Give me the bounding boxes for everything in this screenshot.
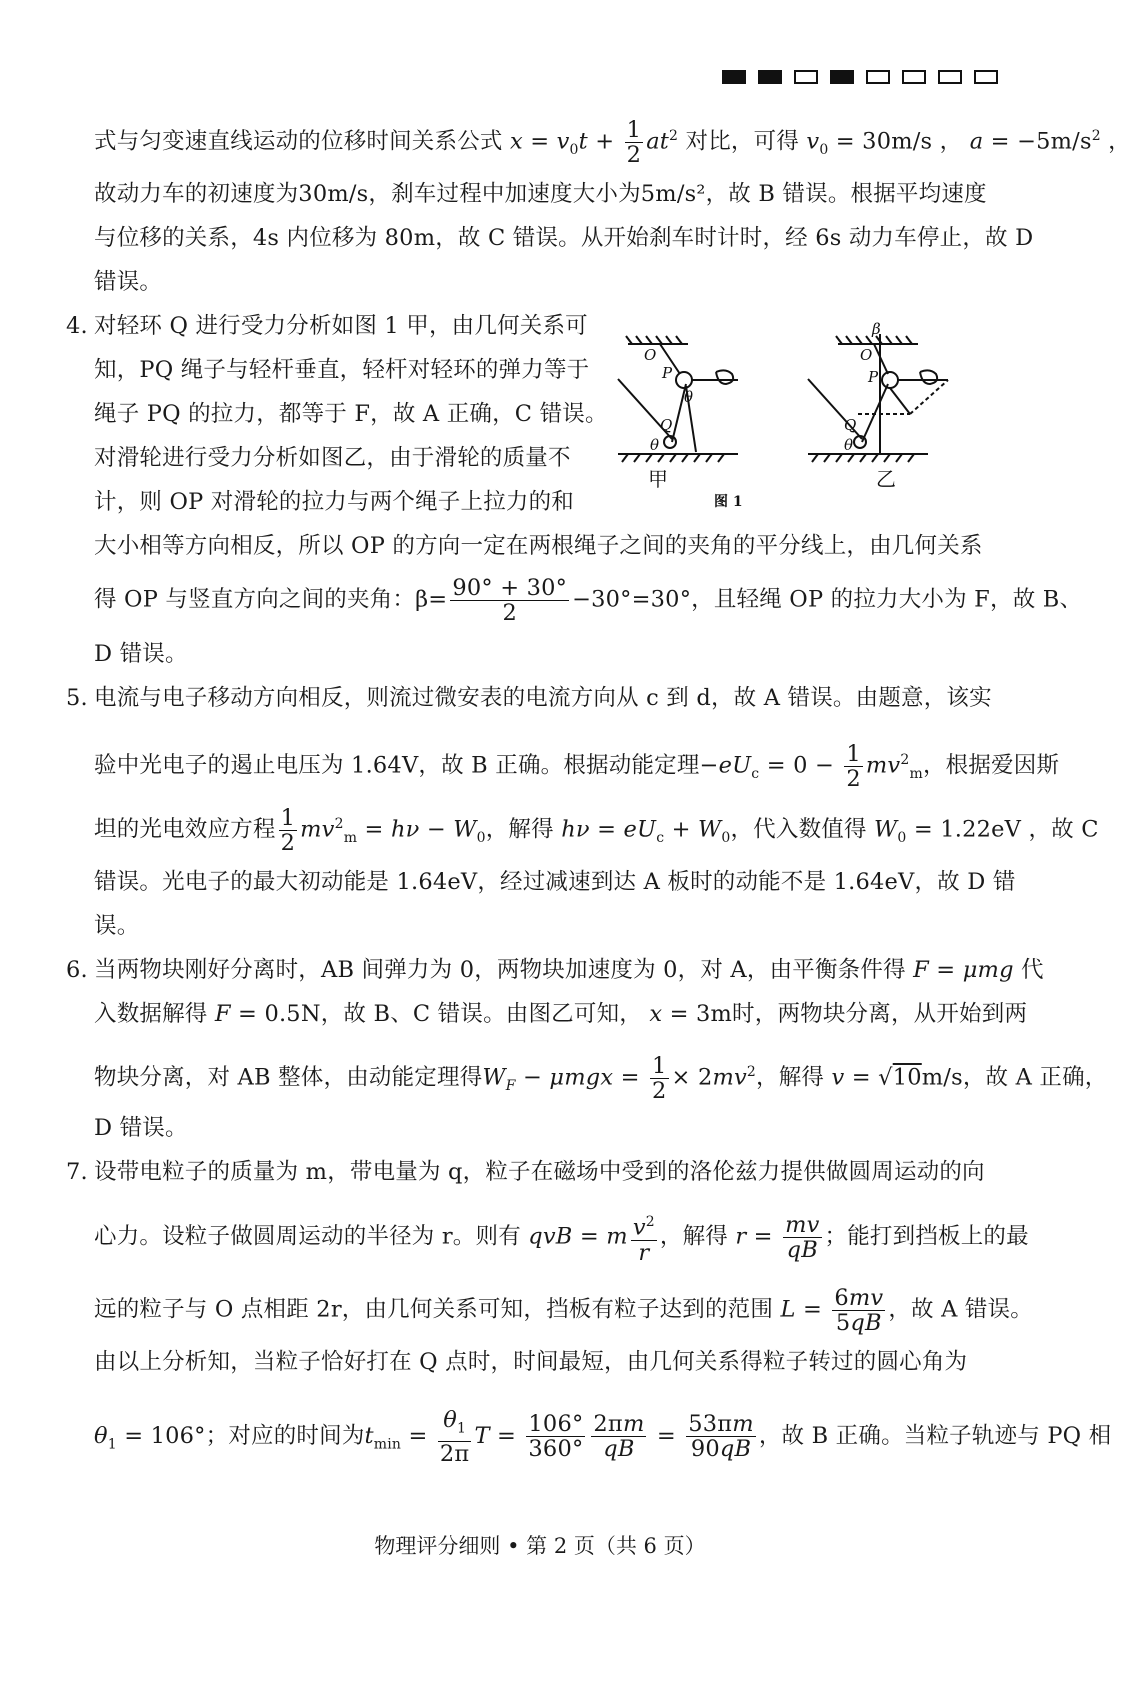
mark-filled xyxy=(830,70,854,84)
text: ，解得 xyxy=(756,1064,825,1091)
fraction: $\frac{1}{2}$ xyxy=(280,805,296,856)
q7-number: 7. xyxy=(66,1159,88,1185)
para3-line3: 与位移的关系，4s 内位移为 80m，故 C 错误。从开始刹车时计时，经 6s 动力车停止，故 D xyxy=(94,225,1034,251)
text: 坦的光电效应方程 xyxy=(94,816,276,843)
q7-line1: 设带电粒子的质量为 m，带电量为 q，粒子在磁场中受到的洛伦兹力提供做圆周运动的向 xyxy=(94,1159,985,1185)
mark-filled xyxy=(758,70,782,84)
fraction: $\frac{v^2}{r}$ xyxy=(631,1210,657,1265)
text: ，故 A 错误。 xyxy=(888,1296,1033,1323)
figure-caption: 图 1 xyxy=(714,494,743,510)
svg-text:O: O xyxy=(644,346,657,364)
svg-text:P: P xyxy=(662,364,673,382)
svg-text:O: O xyxy=(860,346,873,364)
svg-text:θ: θ xyxy=(844,436,854,454)
q5-line5: 误。 xyxy=(94,913,140,939)
fraction: $\frac{1}{2}$ xyxy=(626,117,642,168)
q7-line2: 心力。设粒子做圆周运动的半径为 r。则有 qvB = m $\frac{v^2}{r}$ ，解得 r = $\frac{mv}{qB}$ ；能打到挡板上的最 xyxy=(94,1211,1029,1266)
text: ，故 A 正确， xyxy=(962,1064,1108,1091)
page-footer: 物理评分细则 • 第 2 页（共 6 页） xyxy=(374,1534,706,1558)
text: ，故 B 正确。当粒子轨迹与 PQ 相 xyxy=(758,1422,1112,1449)
svg-text:β: β xyxy=(872,320,881,338)
q5-line2: 验中光电子的遏止电压为 1.64V，故 B 正确。根据动能定理$-eU_c = 0$ − $\frac{1}{2}$ $mv^2_m$，根据爱因斯 xyxy=(94,741,1060,792)
mark-empty xyxy=(794,70,818,84)
q4-line5: 计，则 OP 对滑轮的拉力与两个绳子上拉力的和 xyxy=(94,489,574,515)
frac-numerator: 90° + 30° xyxy=(452,575,568,601)
page-marks xyxy=(722,70,998,84)
text: −30°=30°，且轻绳 OP 的拉力大小为 F，故 B、 xyxy=(572,586,1083,613)
text: 得 OP 与竖直方向之间的夹角：β= xyxy=(94,586,448,613)
figure-jia xyxy=(618,336,738,462)
figure-yi xyxy=(808,334,948,462)
q4-line7 xyxy=(94,576,1082,625)
text: 式与匀变速直线运动的位移时间关系公式 xyxy=(94,128,503,155)
mark-empty xyxy=(974,70,998,84)
q4-line2: 知，PQ 绳子与轻杆垂直，轻杆对轻环的弹力等于 xyxy=(94,357,590,383)
svg-text:P: P xyxy=(868,368,879,386)
q4-line8: D 错误。 xyxy=(94,641,188,667)
q4-number: 4. xyxy=(66,313,88,339)
q6-number: 6. xyxy=(66,957,88,983)
text: ，解得 xyxy=(485,816,554,843)
q5-line4: 错误。光电子的最大初动能是 1.64eV，经过减速到达 A 板时的动能不是 1.64eV，故 D 错 xyxy=(94,869,1016,895)
text: ，代入数值得 xyxy=(730,816,867,843)
text: ，解得 xyxy=(659,1223,728,1250)
q6-line2: 入数据解得 F = 0.5N，故 B、C 错误。由图乙可知， x = 3m时，两物块分离，从开始到两 xyxy=(94,1001,1028,1027)
mark-empty xyxy=(938,70,962,84)
frac-denominator: 2 xyxy=(502,600,517,626)
mark-empty xyxy=(902,70,926,84)
q7-line4: 由以上分析知，当粒子恰好打在 Q 点时，时间最短，由几何关系得粒子转过的圆心角为 xyxy=(94,1349,968,1375)
q5-line1: 电流与电子移动方向相反，则流过微安表的电流方向从 c 到 d，故 A 错误。由题意，该实 xyxy=(94,685,992,711)
fraction: $\frac{mv}{qB}$ xyxy=(785,1211,820,1263)
text: 对比，可得 xyxy=(685,128,800,155)
text: 心力。设粒子做圆周运动的半径为 r。则有 xyxy=(94,1223,521,1250)
q4-line4: 对滑轮进行受力分析如图乙，由于滑轮的质量不 xyxy=(94,445,571,471)
figure-jia-labels xyxy=(644,346,693,454)
para3-line1: 式与匀变速直线运动的位移时间关系公式 $x = v_0t$ + $\frac{1}{2}$ $at^2$ 对比，可得 $v_0 = 30m/s$ ， $a = -5m/s^2$ ， xyxy=(94,117,1131,168)
mark-empty xyxy=(866,70,890,84)
text: ；对应的时间为 xyxy=(205,1422,365,1449)
text: 时，两物块分离，从开始到两 xyxy=(732,1001,1028,1027)
q4-line6: 大小相等方向相反，所以 OP 的方向一定在两根绳子之间的夹角的平分线上，由几何关系 xyxy=(94,533,983,559)
q4-line1: 对轻环 Q 进行受力分析如图 1 甲，由几何关系可 xyxy=(94,313,588,339)
svg-text:Q: Q xyxy=(660,416,673,434)
para3-line4: 错误。 xyxy=(94,269,163,295)
text: 物块分离，对 AB 整体，由动能定理得 xyxy=(94,1064,483,1091)
text: ，故 B、C 错误。由图乙可知， xyxy=(320,1001,642,1027)
fraction xyxy=(450,576,569,625)
text: 代 xyxy=(1021,957,1044,983)
text: 当两物块刚好分离时，AB 间弹力为 0，两物块加速度为 0，对 A，由平衡条件得 xyxy=(94,957,906,983)
text: 验中光电子的遏止电压为 1.64V，故 B 正确。根据动能定理 xyxy=(94,752,700,779)
text: ，故 C xyxy=(1028,816,1099,843)
text: ；能打到挡板上的最 xyxy=(824,1223,1029,1250)
fraction: $\frac{1}{2}$ xyxy=(652,1053,667,1104)
fraction: $\frac{6mv}{5qB}$ xyxy=(834,1285,884,1336)
text: ，根据爱因斯 xyxy=(922,752,1060,779)
figure-1 xyxy=(618,320,1028,534)
q6-line4: D 错误。 xyxy=(94,1115,188,1141)
fraction: $\frac{\theta_1}{2\pi}$ xyxy=(439,1407,470,1467)
q7-line5: $\theta_1 = 106^\circ$；对应的时间为$t_{min}$ = $\frac{\theta_1}{2\pi}$ T = $\frac{106^\circ}{360^\circ}$ $\frac{2\pi m}{qB}$ = $\frac{53\pi m}{90qB}$ ，故 B 正确。当粒子轨迹与 PQ 相 xyxy=(94,1407,1112,1467)
text: 远的粒子与 O 点相距 2r，由几何关系可知，挡板有粒子达到的范围 xyxy=(94,1296,774,1323)
fraction: $\frac{106^\circ}{360^\circ}$ xyxy=(528,1411,584,1463)
figure-jia-label: 甲 xyxy=(648,467,668,491)
q6-line3: 物块分离，对 AB 整体，由动能定理得$W_F - \mu mgx$ = $\frac{1}{2}$ × $2mv^2$，解得 v = √10m/s，故 A 正确， xyxy=(94,1053,1108,1104)
fraction: $\frac{2\pi m}{qB}$ xyxy=(593,1411,645,1463)
fraction: $\frac{53\pi m}{90qB}$ xyxy=(688,1411,754,1463)
svg-text:θ: θ xyxy=(684,388,694,406)
fraction: $\frac{1}{2}$ xyxy=(846,741,861,792)
mark-filled xyxy=(722,70,746,84)
q7-line3: 远的粒子与 O 点相距 2r，由几何关系可知，挡板有粒子达到的范围 L = $\frac{6mv}{5qB}$ ，故 A 错误。 xyxy=(94,1285,1033,1336)
para3-line2: 故动力车的初速度为30m/s，刹车过程中加速度大小为5m/s²，故 B 错误。根据平均速度 xyxy=(94,181,987,207)
figure-yi-label: 乙 xyxy=(876,467,896,491)
svg-text:θ: θ xyxy=(650,436,660,454)
q4-line3: 绳子 PQ 的拉力，都等于 F，故 A 正确，C 错误。 xyxy=(94,401,608,427)
text: 入数据解得 xyxy=(94,1001,208,1027)
svg-text:Q: Q xyxy=(844,416,857,434)
q5-number: 5. xyxy=(66,685,88,711)
q6-line1: 当两物块刚好分离时，AB 间弹力为 0，两物块加速度为 0，对 A，由平衡条件得 F = μmg 代 xyxy=(94,957,1044,983)
q5-line3: 坦的光电效应方程 $\frac{1}{2}$ $mv^2_m = h\nu - W_0$，解得 $h\nu = eU_c + W_0$，代入数值得 $W_0 = 1.22eV$ ，故 C xyxy=(94,805,1099,856)
